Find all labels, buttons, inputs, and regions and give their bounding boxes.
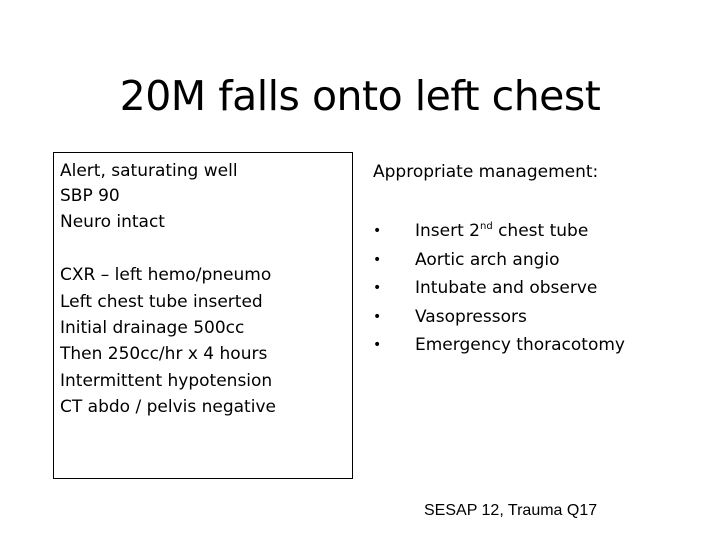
case-line: SBP 90	[60, 186, 120, 206]
case-line: Initial drainage 500cc	[60, 318, 245, 338]
management-heading: Appropriate management:	[373, 162, 599, 182]
option-text	[415, 217, 588, 245]
bullet-icon: •	[373, 308, 382, 325]
case-line: CXR – left hemo/pneumo	[60, 265, 272, 285]
bullet-icon: •	[373, 223, 382, 239]
bullet-icon: •	[373, 280, 382, 296]
option-text: Intubate and observe	[415, 278, 598, 298]
case-line: Then 250cc/hr x 4 hours	[60, 344, 268, 364]
citation: SESAP 12, Trauma Q17	[424, 502, 598, 519]
case-line: Alert, saturating well	[60, 161, 238, 181]
option-superscript: nd	[479, 221, 493, 232]
case-line: Neuro intact	[60, 212, 165, 232]
option-text: Vasopressors	[415, 306, 527, 327]
option-text: Aortic arch angio	[415, 249, 560, 270]
bullet-icon: •	[373, 251, 382, 268]
option-text-main: Insert 2	[415, 221, 480, 241]
bullet-icon: •	[373, 337, 382, 353]
option-text-rest: chest tube	[492, 221, 589, 241]
case-line: Intermittent hypotension	[60, 371, 273, 391]
case-line: CT abdo / pelvis negative	[60, 397, 276, 417]
case-line: Left chest tube inserted	[60, 292, 263, 312]
option-text: Emergency thoracotomy	[415, 335, 625, 355]
slide-title: 20M falls onto left chest	[119, 72, 601, 120]
